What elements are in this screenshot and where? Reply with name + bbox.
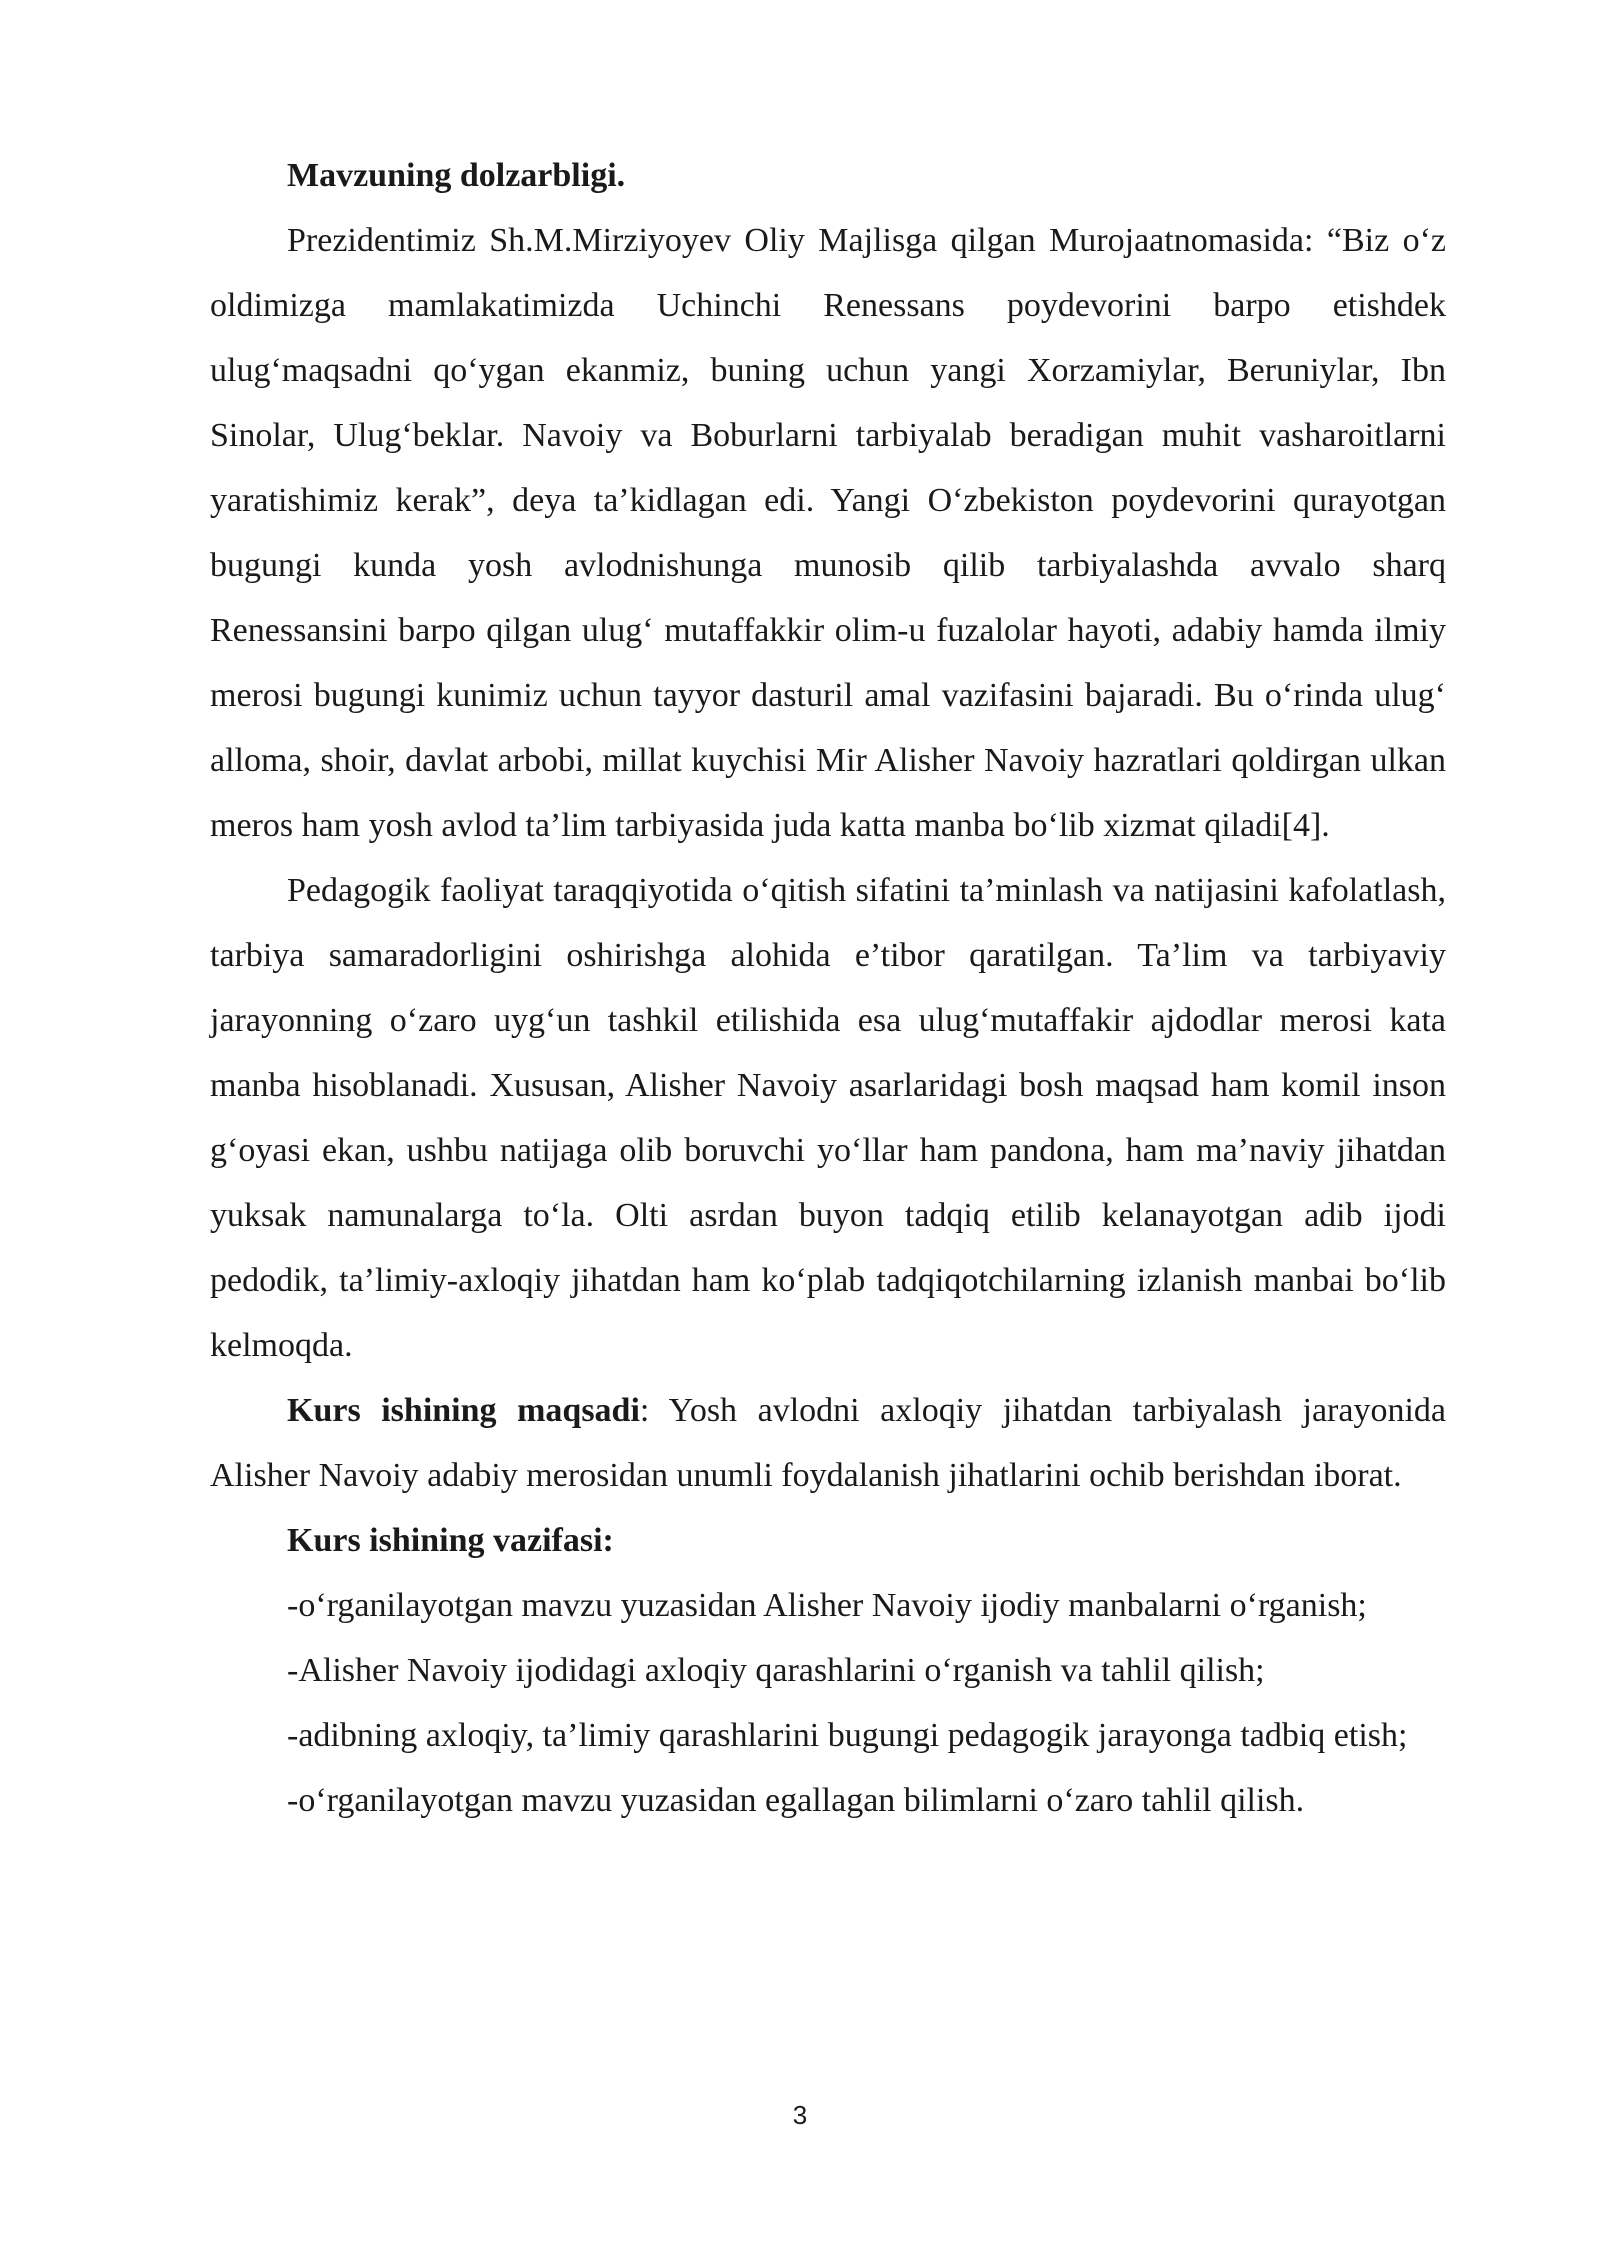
goal-text: : Yosh avlodni axloqiy jihatdan tarbiyalash jarayonida Alisher Navoiy adabiy merosidan unumli foydalanish jihatlarini ochib berishdan iborat. — [210, 1392, 1446, 1494]
task-item: -adibning axloqiy, ta’limiy qarashlarini bugungi pedagogik jarayonga tadbiq etish; — [287, 1717, 1408, 1754]
task-item: -Alisher Navoiy ijodidagi axloqiy qarashlarini o‘rganish va tahlil qilish; — [287, 1652, 1265, 1689]
paragraph-relevance: Prezidentimiz Sh.M.Mirziyoyev Oliy Majlisga qilgan Murojaatnomasida: “Biz o‘z oldimizga mamlakatimizda Uchinchi Renessans poydevorini barpo etishdek ulug‘maqsadni qo‘ygan ekanmiz, buning uchun yangi Xorzamiylar, Beruniylar, Ibn Sinolar, Ulug‘beklar. Navoiy va Boburlarni tarbiyalab beradigan muhit vasharoitlarni yaratishimiz kerak”, deya ta’kidlagan edi. Yangi O‘zbekiston poydevorini qurayotgan bugungi kunda yosh avlodnishunga munosib qilib tarbiyalashda avvalo sharq Renessansini barpo qilgan ulug‘ mutaffakkir olim-u fuzalolar hayoti, adabiy hamda ilmiy merosi bugungi kunimiz uchun tayyor dasturil amal vazifasini bajaradi. Bu o‘rinda ulug‘ alloma, shoir, davlat arbobi, millat kuychisi Mir Alisher Navoiy hazratlari qoldirgan ulkan meros ham yosh avlod ta’lim tarbiyasida juda katta manba bo‘lib xizmat qiladi[4]. — [210, 222, 1446, 844]
page-content — [210, 143, 1446, 1833]
paragraph-pedagogy: Pedagogik faoliyat taraqqiyotida o‘qitish sifatini ta’minlash va natijasini kafolatlash, tarbiya samaradorligini oshirishga alohida e’tibor qaratilgan. Ta’lim va tarbiyaviy jarayonning o‘zaro uyg‘un tashkil etilishida esa ulug‘mutaffakir ajdodlar merosi kata manba hisoblanadi. Xususan, Alisher Navoiy asarlaridagi bosh maqsad ham komil inson g‘oyasi ekan, ushbu natijaga olib boruvchi yo‘llar ham pandona, ham ma’naviy jihatdan yuksak namunalarga to‘la. Olti asrdan buyon tadqiq etilib kelanayotgan adib ijodi pedodik, ta’limiy-axloqiy jihatdan ham ko‘plab tadqiqotchilarning izlanish manbai bo‘lib kelmoqda. — [210, 872, 1446, 1364]
section-heading: Mavzuning dolzarbligi. — [287, 157, 626, 194]
task-item: -o‘rganilayotgan mavzu yuzasidan egallagan bilimlarni o‘zaro tahlil qilish. — [287, 1782, 1305, 1819]
task-item: -o‘rganilayotgan mavzu yuzasidan Alisher Navoiy ijodiy manbalarni o‘rganish; — [287, 1587, 1367, 1624]
goal-label: Kurs ishining maqsadi — [287, 1392, 640, 1429]
tasks-heading: Kurs ishining vazifasi: — [287, 1522, 614, 1559]
paragraph-goal — [210, 1378, 1446, 1508]
page-number: 3 — [792, 2100, 808, 2130]
